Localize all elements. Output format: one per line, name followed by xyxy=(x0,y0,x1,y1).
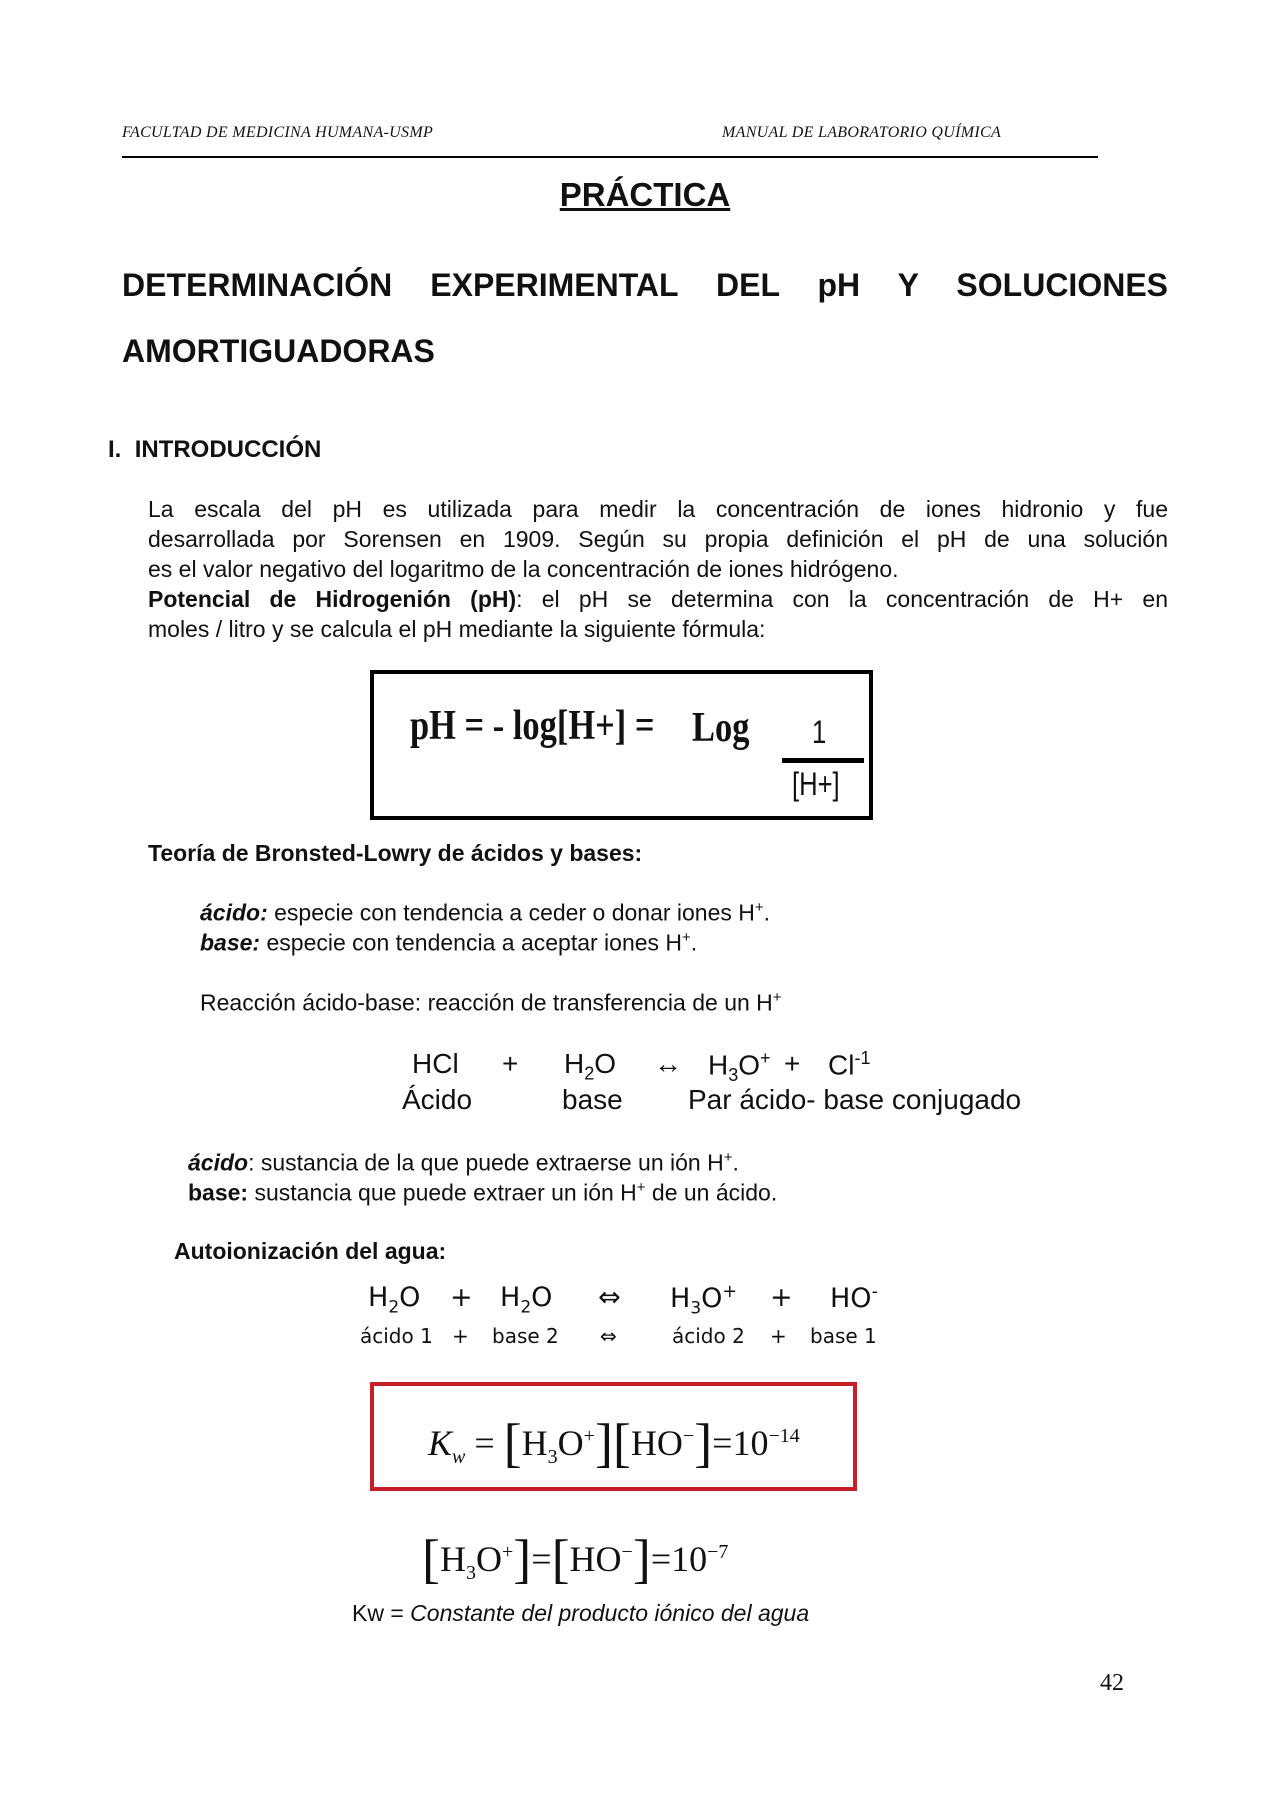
header-left: FACULTAD DE MEDICINA HUMANA-USMP xyxy=(122,124,434,141)
reaction-cl: $Cl^{-1}$ xyxy=(828,1048,871,1081)
section-heading xyxy=(108,436,321,464)
intro-term: Potencial de Hidrogenión (pH) xyxy=(148,586,517,612)
section-title: INTRODUCCIÓN xyxy=(134,436,322,463)
base-definition: base: especie con tendencia a aceptar iones H+. xyxy=(200,929,698,956)
auto-label-plus-1: + xyxy=(452,1324,469,1348)
intro-paragraph xyxy=(148,494,1168,644)
auto-h3o: $H_3O^+$ xyxy=(670,1282,738,1319)
section-number: I. xyxy=(108,436,122,463)
reaction-plus-2: + xyxy=(784,1048,801,1079)
kw-formula: $K_w = [H_3O^+][HO^-]=10^{-14}$ xyxy=(428,1413,800,1473)
reaction-arrow: ↔ xyxy=(654,1048,682,1079)
intro-definition-line: Potencial de Hidrogenión (pH): el pH se determina con la concentración de H+ en xyxy=(148,586,1168,612)
ph-formula-lhs: pH = - log[H+] = xyxy=(410,703,655,749)
auto-label-plus-2: + xyxy=(770,1324,787,1348)
auto-label-base2: base 2 xyxy=(492,1324,559,1348)
document-title: DETERMINACIÓN EXPERIMENTAL DEL pH Y SOLUCIONES AMORTIGUADORAS xyxy=(122,267,1168,369)
acid-definition-2: ácido: sustancia de la que puede extraerse un ión H+. xyxy=(188,1149,739,1176)
reaction-h3o: $H_3O^+$ xyxy=(708,1048,771,1085)
reaction-description: Reacción ácido-base: reacción de transferencia de un H+ xyxy=(200,989,782,1016)
acid-definition: ácido: especie con tendencia a ceder o donar iones H+. xyxy=(200,899,771,926)
auto-h2o-2: $H_2O$ xyxy=(500,1282,553,1318)
practica-heading: PRÁCTICA xyxy=(559,176,731,213)
auto-h2o-1: $H_2O$ xyxy=(368,1282,421,1318)
base-definition-2: base: sustancia que puede extraer un ión H+ de un ácido. xyxy=(188,1179,778,1206)
auto-arrow: ⇔ xyxy=(598,1282,621,1313)
auto-ho: HO- xyxy=(830,1282,878,1314)
reaction-h2o: $H_2O$ xyxy=(564,1048,617,1084)
auto-label-base1: base 1 xyxy=(810,1324,877,1348)
autoionization-heading: Autoionización del agua: xyxy=(174,1238,447,1264)
kw-caption: Kw = Constante del producto iónico del agua xyxy=(352,1600,810,1626)
reaction-plus: + xyxy=(502,1048,519,1079)
auto-plus-1: + xyxy=(450,1282,473,1313)
ph-fraction-bar xyxy=(782,758,864,763)
header-rule xyxy=(122,156,1098,158)
ph-formula-denominator: [H+] xyxy=(792,766,840,802)
kw-formula-box xyxy=(370,1382,857,1491)
ph-formula-box xyxy=(370,670,873,820)
intro-line: es el valor negativo del logaritmo de la concentración de iones hidrógeno. xyxy=(148,556,899,582)
auto-plus-2: + xyxy=(770,1282,793,1313)
intro-line: desarrollada por Sorensen en 1909. Según su propia definición el pH de una solución xyxy=(148,526,1168,552)
intro-line: La escala del pH es utilizada para medir la concentración de iones hidronio y fue xyxy=(148,496,1168,522)
auto-label-acid1: ácido 1 xyxy=(360,1324,433,1348)
reaction-hcl: HCl xyxy=(412,1048,459,1079)
ph-formula-log: Log xyxy=(692,705,750,751)
neutral-water-formula: $[H_3O^+]=[HO^-]=10^{-7}$ xyxy=(422,1529,729,1589)
intro-definition-line-2: moles / litro y se calcula el pH mediante la siguiente fórmula: xyxy=(148,616,766,642)
auto-label-arrow: ⇔ xyxy=(600,1324,617,1348)
page-number: 42 xyxy=(1100,1670,1124,1696)
auto-label-acid2: ácido 2 xyxy=(672,1324,745,1348)
header-right: MANUAL DE LABORATORIO QUÍMICA xyxy=(722,124,1002,141)
ph-formula-numerator: 1 xyxy=(812,714,827,750)
reaction-label-base: base xyxy=(562,1084,623,1115)
bronsted-heading: Teoría de Bronsted-Lowry de ácidos y bases: xyxy=(148,840,643,866)
reaction-label-pair: Par ácido- base conjugado xyxy=(688,1084,1022,1115)
reaction-label-acid: Ácido xyxy=(402,1084,473,1115)
